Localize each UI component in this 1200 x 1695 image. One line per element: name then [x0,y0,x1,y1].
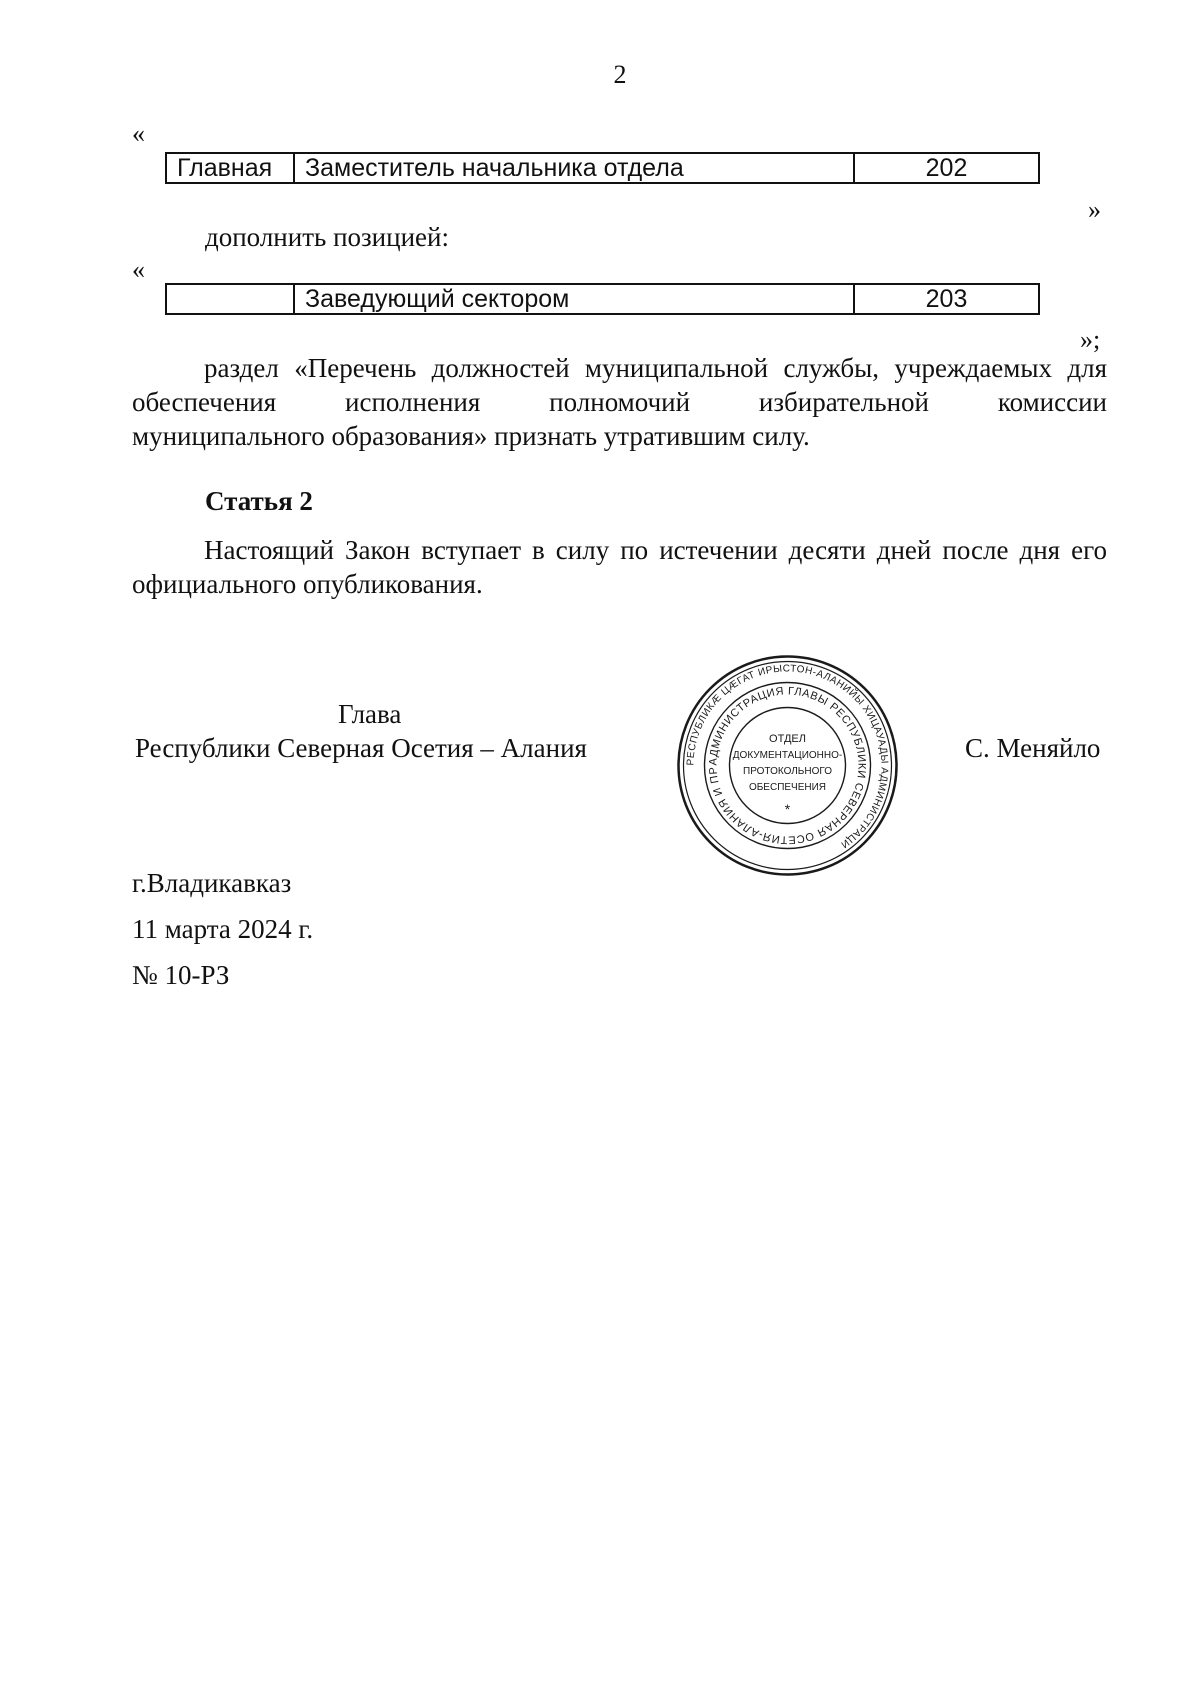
closing-quote: »; [1080,325,1101,354]
table-row [166,284,1039,314]
signature-title: Глава [338,699,402,729]
add-position-label: дополнить позицией: [205,222,449,252]
footer-date: 11 марта 2024 г. [132,914,314,944]
seal-middle-text: АДМИНИСТРАЦИЯ ГЛАВЫ РЕСПУБЛИКИ СЕВЕРНАЯ ОСЕТИЯ-АЛАНИЯ И ПР [707,685,868,846]
seal-center-text: ПРОТОКОЛЬНОГО [743,766,832,777]
signature-title: Республики Северная Осетия – Алания [135,733,587,763]
paragraph-line: муниципального образования» признать утратившим силу. [132,421,810,451]
paragraph-line: обеспечения исполнения полномочий избирательной комиссии [132,387,1107,417]
seal-star: * [784,801,791,817]
code-cell: 203 [854,284,1039,314]
signatory-name: С. Меняйло [965,733,1101,763]
article-text: Настоящий Закон вступает в силу по истечении десяти дней после дня его официального опубликования. [132,535,1107,599]
code-cell: 202 [854,153,1039,183]
position-table [165,283,1040,315]
group-cell [166,284,294,314]
position-table [165,152,1040,184]
seal-center-text: ДОКУМЕНТАЦИОННО- [732,750,843,761]
paragraph-line: раздел «Перечень должностей муниципальной службы, учреждаемых для [204,353,1107,383]
table-row [166,153,1039,183]
closing-quote: » [1088,195,1101,224]
position-cell: Заведующий сектором [294,284,854,314]
official-seal [676,654,899,877]
seal-center-text: ОТДЕЛ [769,733,806,745]
footer-city: г.Владикавказ [132,868,292,898]
page-number: 2 [613,60,627,89]
footer-number: № 10-РЗ [132,960,230,990]
seal-center-text: ОБЕСПЕЧЕНИЯ [748,782,827,793]
opening-quote: « [132,119,145,148]
opening-quote: « [132,255,145,284]
group-cell: Главная [166,153,294,183]
seal-outer-text: РЕСПУБЛИКÆ ЦÆГАТ ИРЫСТОН-АЛАНИЙЫ ХИЦАУАДЫ АДМИНИСТРАЦИ [685,663,890,850]
position-cell: Заместитель начальника отдела [294,153,854,183]
article-heading: Статья 2 [205,486,313,516]
